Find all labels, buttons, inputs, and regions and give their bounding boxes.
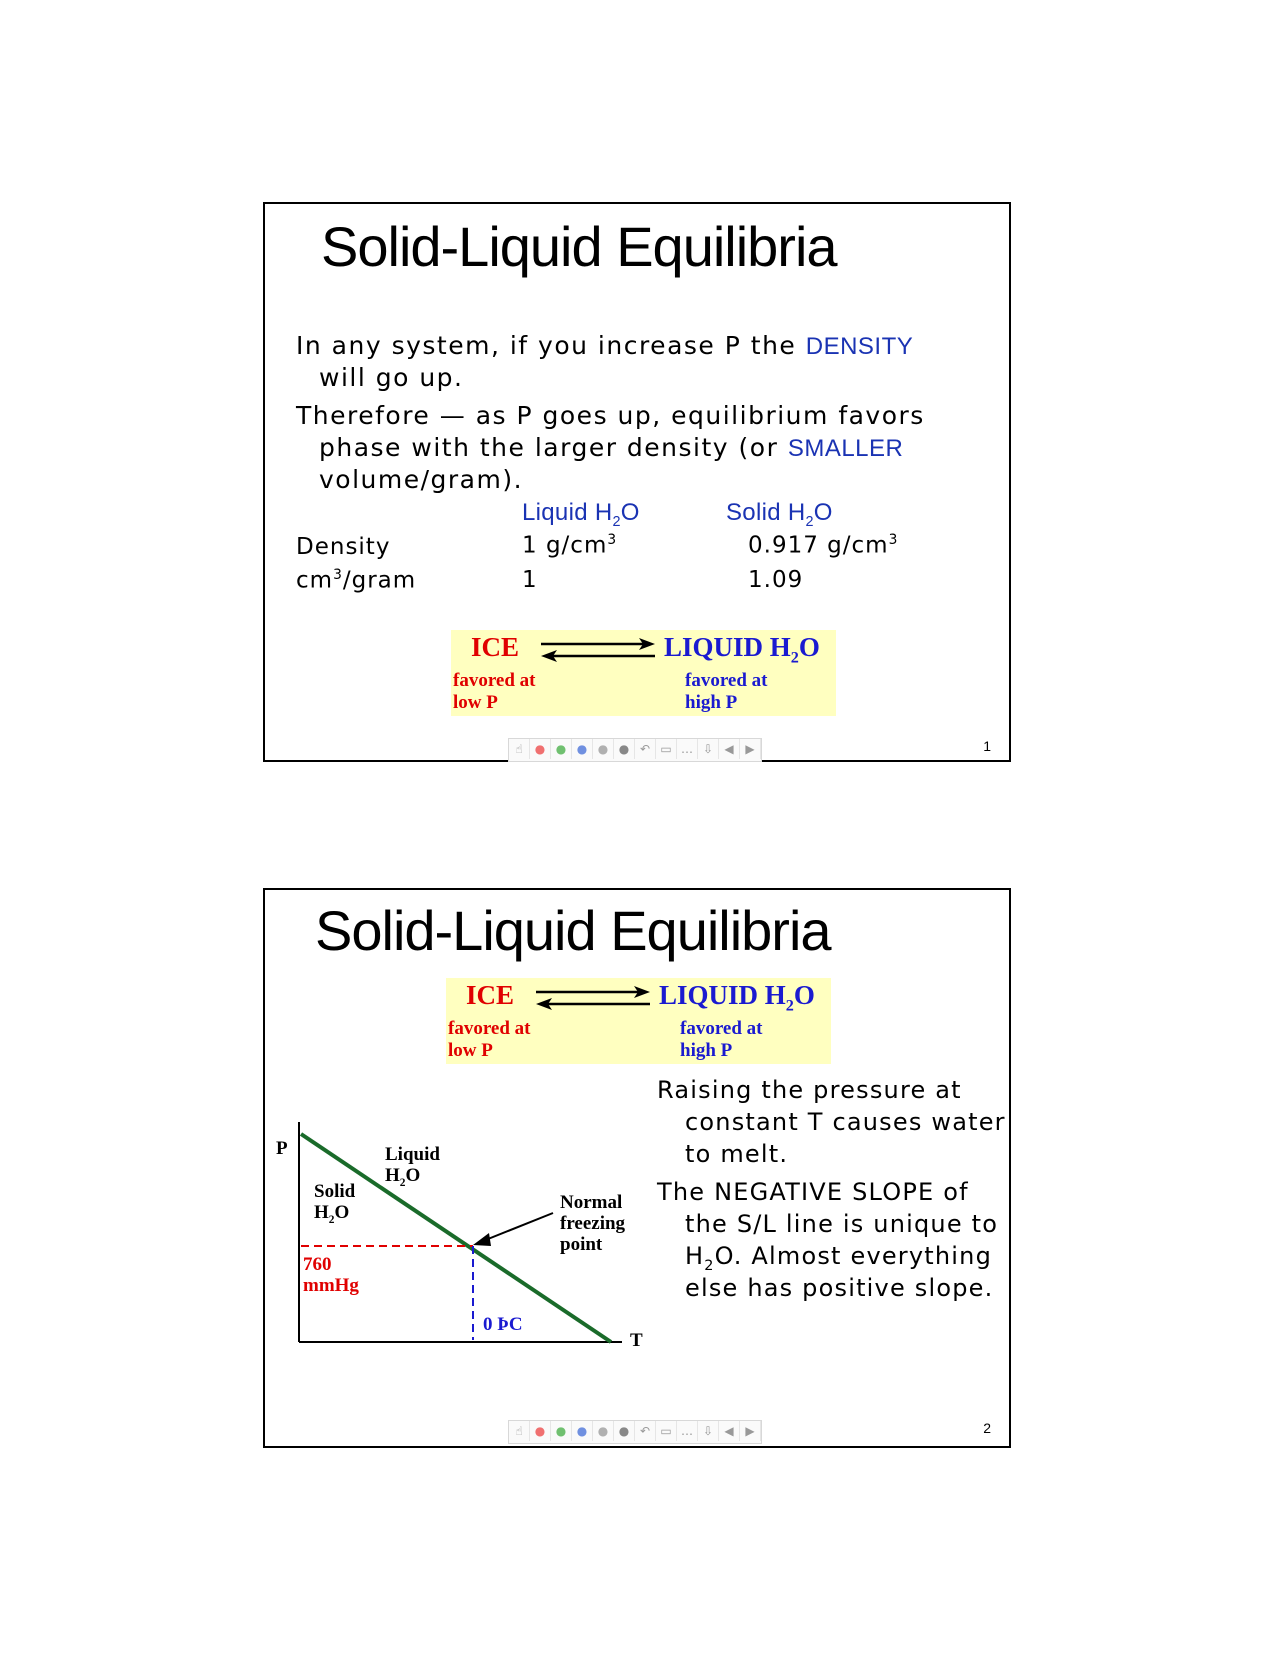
pen-blue-icon[interactable]: ● xyxy=(572,739,593,759)
text-line-4: The NEGATIVE SLOPE of xyxy=(657,1178,969,1206)
paragraph-1: In any system, if you increase P the DENSITY xyxy=(296,331,914,360)
text-line-1: Raising the pressure at xyxy=(657,1076,962,1104)
pen-red-icon[interactable]: ● xyxy=(530,1421,551,1441)
slide-toolbar xyxy=(508,1420,762,1444)
paragraph-2-line-2: phase with the larger density (or SMALLER xyxy=(319,433,904,462)
slide-title: Solid-Liquid Equilibria xyxy=(321,215,837,278)
slide-2 xyxy=(263,888,1011,1448)
paragraph-2-line-3: volume/gram). xyxy=(319,465,524,494)
prev-icon[interactable]: ◀ xyxy=(719,739,740,759)
next-icon[interactable]: ▶ xyxy=(740,1421,761,1441)
paragraph-2: Therefore — as P goes up, equilibrium favors xyxy=(296,401,925,430)
ice-favored-note: favored at low P xyxy=(453,670,536,713)
text-line-7: else has positive slope. xyxy=(685,1274,994,1302)
text-line-5: the S/L line is unique to xyxy=(685,1210,999,1238)
ice-label: ICE xyxy=(471,632,520,662)
row-label-volume: $cm^3$/gram xyxy=(296,567,417,594)
pen-blue-icon[interactable]: ● xyxy=(572,1421,593,1441)
page-number: 1 xyxy=(983,738,991,754)
axis-t-label: T xyxy=(630,1330,643,1351)
pen-black-icon[interactable]: ● xyxy=(614,739,635,759)
download-icon[interactable]: ⇩ xyxy=(698,739,719,759)
liquid-region-label: Liquid $H_2O$ xyxy=(385,1144,440,1189)
pen-red-icon[interactable]: ● xyxy=(530,739,551,759)
equilibrium-box xyxy=(451,630,836,716)
density-highlight: DENSITY xyxy=(805,333,914,360)
pointer-arrow xyxy=(483,1213,553,1241)
pen-green-icon[interactable]: ● xyxy=(551,1421,572,1441)
text-line-3: to melt. xyxy=(685,1140,789,1168)
solid-region-label: Solid $H_2O$ xyxy=(314,1181,356,1226)
slide-toolbar xyxy=(508,738,762,762)
pen-gray-icon[interactable]: ● xyxy=(593,739,614,759)
next-icon[interactable]: ▶ xyxy=(740,739,761,759)
more-icon[interactable]: … xyxy=(677,739,698,759)
slide-1 xyxy=(263,202,1011,762)
liquid-water-label: LIQUID $H_2O$ xyxy=(664,632,820,667)
normal-freezing-point-label: Normal freezing point xyxy=(560,1192,626,1255)
pen-black-icon[interactable]: ● xyxy=(614,1421,635,1441)
text-line-2: constant T causes water xyxy=(685,1108,1006,1136)
cell-solid-density: 0.917 $g/cm^3$ xyxy=(748,532,899,559)
more-icon[interactable]: … xyxy=(677,1421,698,1441)
ice-label: ICE xyxy=(466,980,515,1010)
liquid-favored-note: favored at high P xyxy=(680,1018,763,1061)
page-number: 2 xyxy=(983,1420,991,1436)
paragraph-1-line-2: will go up. xyxy=(319,363,464,392)
undo-icon[interactable]: ↶ xyxy=(635,1421,656,1441)
liquid-favored-note: favored at high P xyxy=(685,670,768,713)
cell-liquid-density: 1 $g/cm^3$ xyxy=(522,532,618,559)
equilibrium-arrows-icon xyxy=(539,636,657,664)
liquid-water-label: LIQUID $H_2O$ xyxy=(659,980,815,1015)
smaller-highlight: SMALLER xyxy=(787,435,904,462)
download-icon[interactable]: ⇩ xyxy=(698,1421,719,1441)
text-line-6: $H_2O$. Almost everything xyxy=(685,1242,993,1274)
pen-gray-icon[interactable]: ● xyxy=(593,1421,614,1441)
window-icon[interactable]: ▭ xyxy=(656,739,677,759)
pen-green-icon[interactable]: ● xyxy=(551,739,572,759)
pointer-icon[interactable]: ☝ xyxy=(509,1421,530,1441)
pointer-icon[interactable]: ☝ xyxy=(509,739,530,759)
col-header-liquid: Liquid $H_2O$ xyxy=(522,499,640,530)
ice-favored-note: favored at low P xyxy=(448,1018,531,1061)
pointer-arrowhead xyxy=(473,1233,491,1246)
slide-title: Solid-Liquid Equilibria xyxy=(315,899,831,962)
phase-diagram xyxy=(265,890,1013,1450)
col-header-solid: Solid $H_2O$ xyxy=(726,499,833,530)
row-label-density: Density xyxy=(296,534,391,560)
cell-liquid-volume: 1 xyxy=(522,567,538,593)
cell-solid-volume: 1.09 xyxy=(748,567,804,593)
window-icon[interactable]: ▭ xyxy=(656,1421,677,1441)
pressure-label: 760 mmHg xyxy=(303,1254,359,1296)
temperature-label: 0 ÞC xyxy=(483,1314,523,1335)
undo-icon[interactable]: ↶ xyxy=(635,739,656,759)
axis-p-label: P xyxy=(276,1138,288,1159)
prev-icon[interactable]: ◀ xyxy=(719,1421,740,1441)
